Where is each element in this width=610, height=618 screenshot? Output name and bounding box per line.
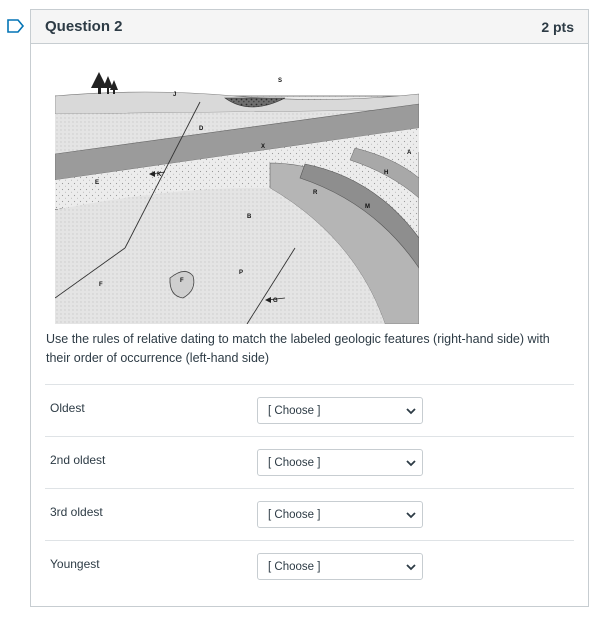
figure-label-d: D [199,126,204,132]
question-card [30,9,589,607]
figure-label-g: G [273,298,278,304]
answer-label: 2nd oldest [50,453,106,467]
answer-label: 3rd oldest [50,505,103,519]
answer-label: Youngest [50,557,100,571]
figure-label-f-inclusion: F [180,278,184,284]
question-prompt: Use the rules of relative dating to match the labeled geologic features (right-hand side) with their order of occurrence (left-hand side) [46,332,550,365]
chevron-down-icon [406,459,416,467]
answer-row-3rd-oldest [45,488,574,540]
question-header [31,10,588,44]
answer-label: Oldest [50,401,85,415]
question-points: 2 pts [541,18,574,35]
answer-select-youngest[interactable] [257,553,423,580]
figure-label-e: E [95,180,100,186]
answer-row-2nd-oldest [45,436,574,488]
matching-answers [45,384,574,592]
answer-row-oldest [45,384,574,436]
figure-label-r: R [313,190,318,196]
figure-label-s: S [278,78,283,84]
select-value: [ Choose ] [268,508,321,521]
chevron-down-icon [406,563,416,571]
answer-row-youngest [45,540,574,592]
figure-label-b: B [247,214,252,220]
figure-label-h: H [384,170,389,176]
select-value: [ Choose ] [268,404,321,417]
bookmark-flag-icon[interactable] [7,19,25,33]
figure-label-p: P [239,270,244,276]
figure-label-k: K [157,172,162,178]
figure-label-f-left: F [99,282,103,288]
select-value: [ Choose ] [268,456,321,469]
answer-select-3rd-oldest[interactable] [257,501,423,528]
figure-label-j: J [173,92,177,98]
geologic-cross-section-figure [55,68,419,324]
answer-select-2nd-oldest[interactable] [257,449,423,476]
figure-label-x: X [261,144,266,150]
chevron-down-icon [406,511,416,519]
figure-label-a: A [407,150,412,156]
question-title: Question 2 [45,18,123,35]
figure-label-m: M [365,204,370,210]
answer-select-oldest[interactable] [257,397,423,424]
chevron-down-icon [406,407,416,415]
select-value: [ Choose ] [268,560,321,573]
